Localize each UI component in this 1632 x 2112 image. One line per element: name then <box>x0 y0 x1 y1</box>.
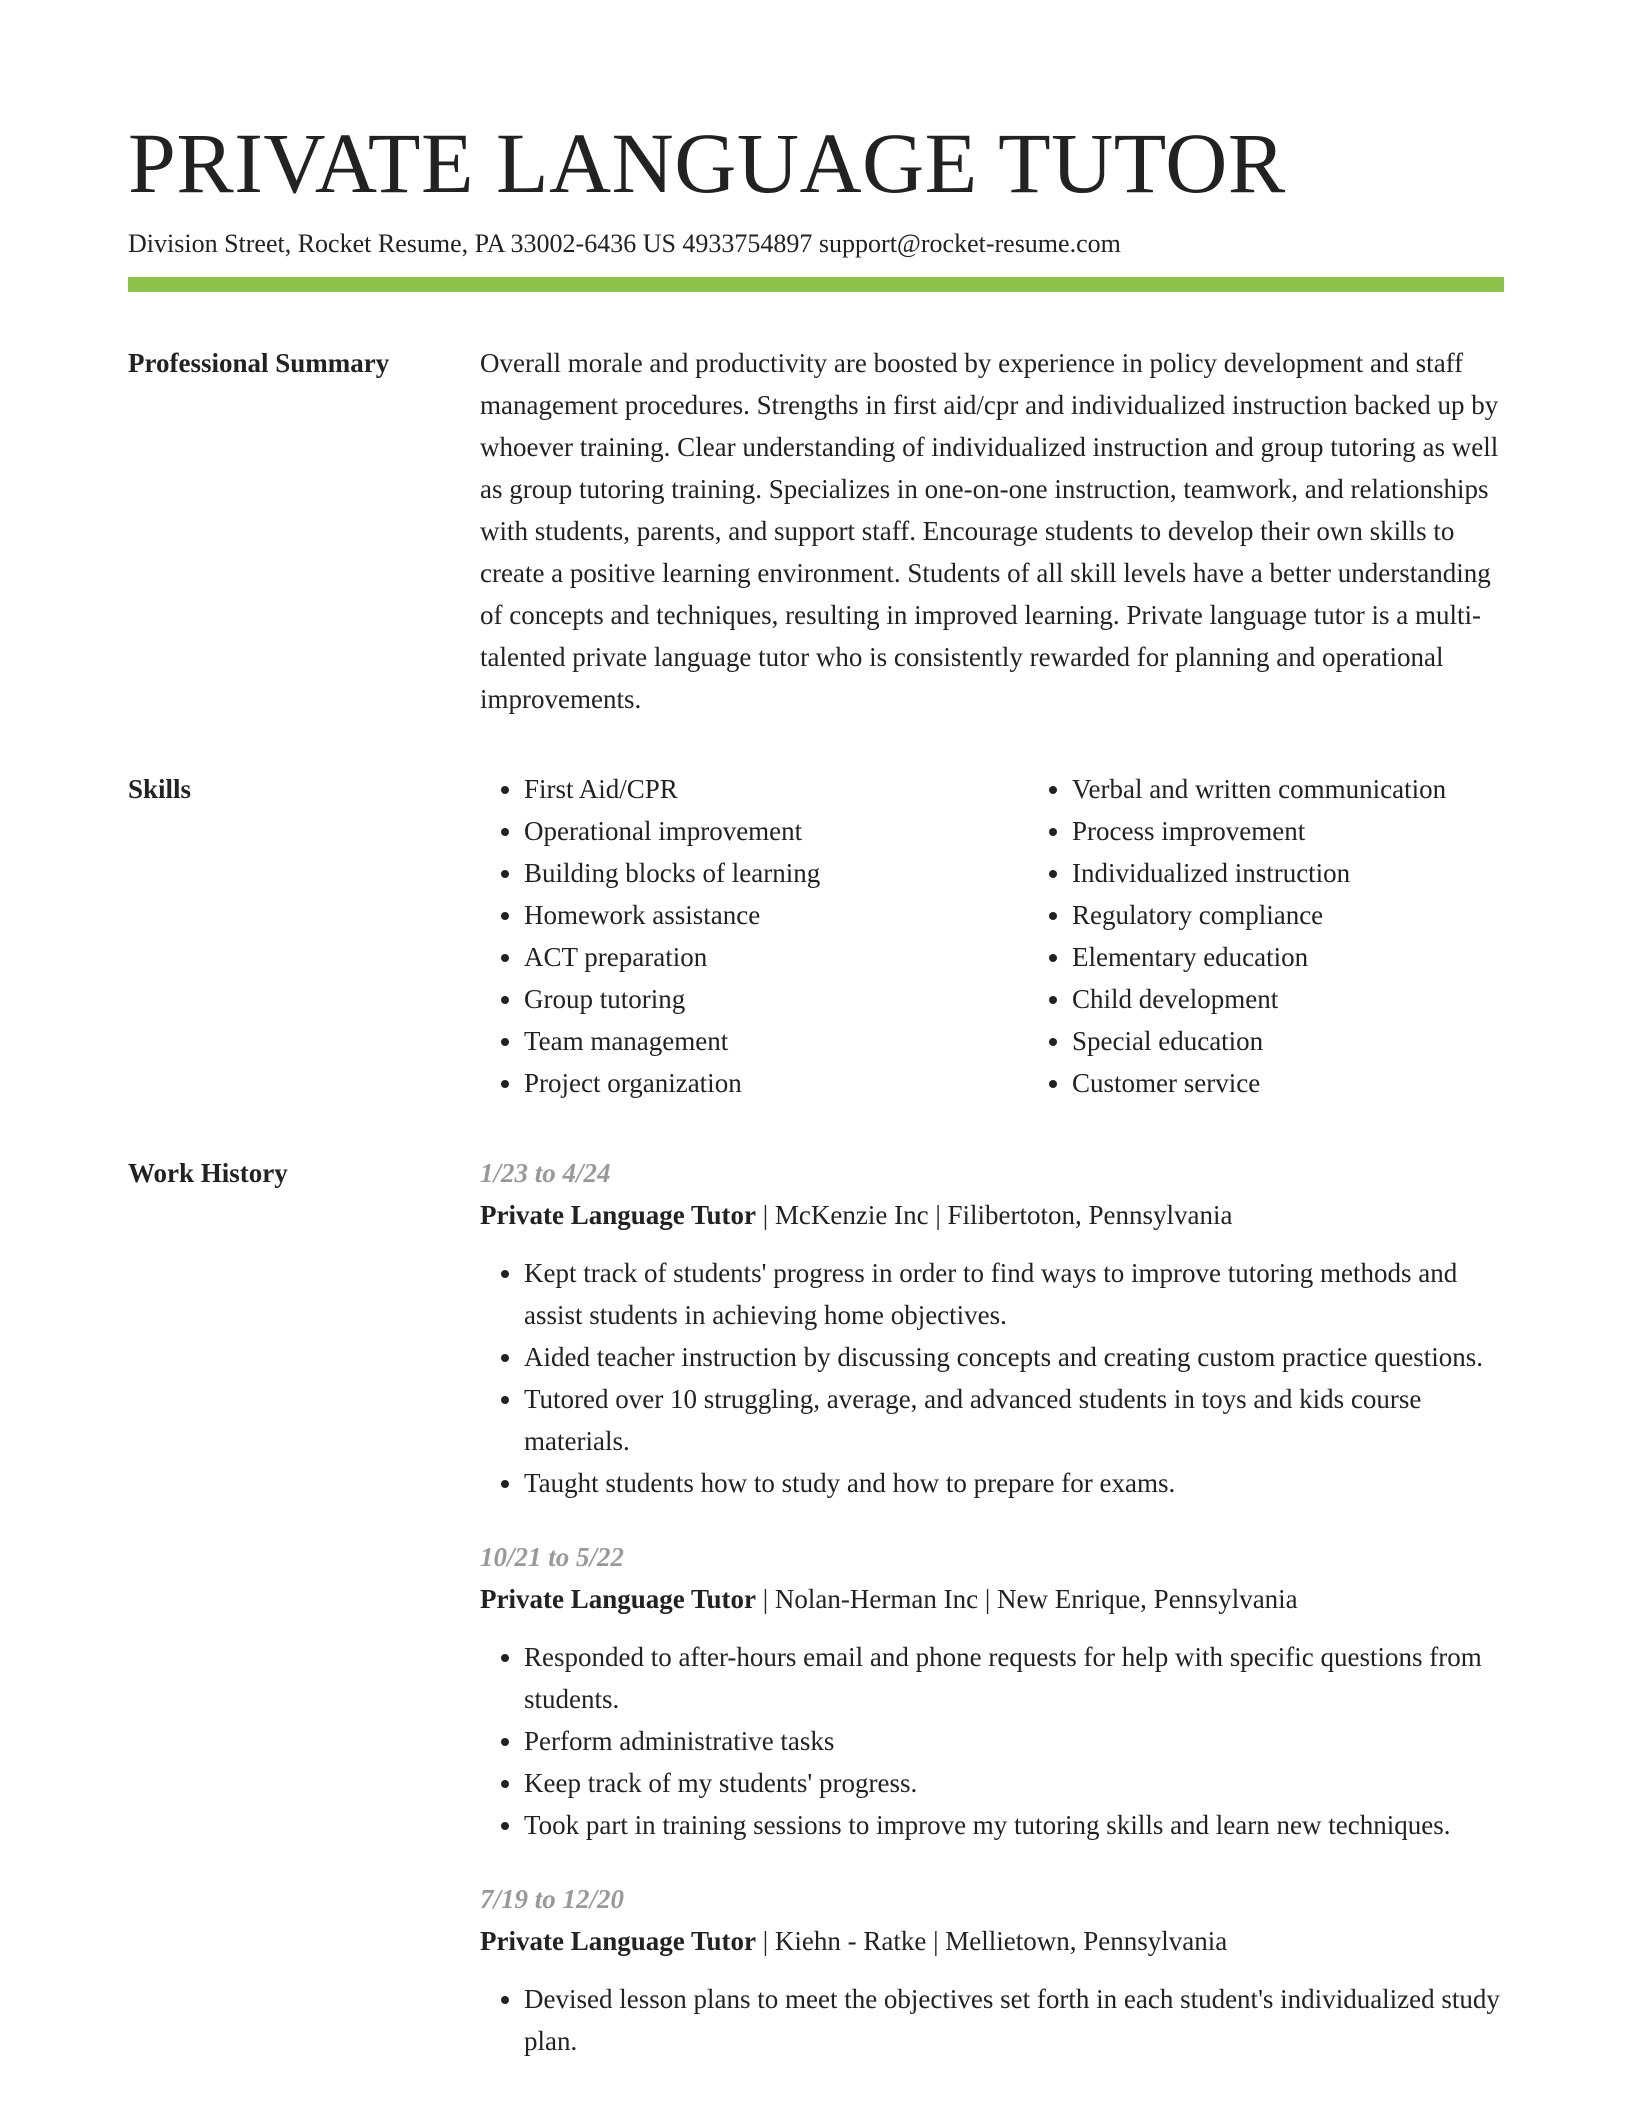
job-bullet: • Keep track of my students' progress. <box>524 1762 1504 1804</box>
job-role: Private Language Tutor <box>480 1926 757 1957</box>
job-date: 7/19 to 12/20 <box>480 1884 625 1915</box>
skills-list-right <box>1028 768 1504 1104</box>
skill-item: • Individualized instruction <box>1072 852 1504 894</box>
skill-item: • Regulatory compliance <box>1072 894 1504 936</box>
job-entry <box>480 1152 1504 1504</box>
skill-item: • ACT preparation <box>524 936 1028 978</box>
skill-item: • Special education <box>1072 1020 1504 1062</box>
job-bullet: • Devised lesson plans to meet the objectives set forth in each student's individualized study plan. <box>524 1978 1504 2062</box>
job-role: Private Language Tutor <box>480 1200 757 1231</box>
section-label-work-history: Work History <box>128 1158 288 1189</box>
job-date: 1/23 to 4/24 <box>480 1158 611 1189</box>
job-entry <box>480 1878 1504 2062</box>
job-bullet-list <box>480 1252 1504 1504</box>
work-history-section <box>128 1152 1504 2094</box>
job-heading <box>480 1920 1504 1962</box>
skill-item: • Team management <box>524 1020 1028 1062</box>
section-label-skills: Skills <box>128 774 192 805</box>
job-employer-location: | Nolan-Herman Inc | New Enrique, Pennsylvania <box>756 1584 1298 1615</box>
skills-section <box>128 768 1504 1104</box>
skill-item: • Elementary education <box>1072 936 1504 978</box>
resume-title: PRIVATE LANGUAGE TUTOR <box>128 115 1286 211</box>
professional-summary-section <box>128 342 1504 720</box>
job-bullet: • Perform administrative tasks <box>524 1720 1504 1762</box>
job-entry <box>480 1536 1504 1846</box>
skill-item: • Verbal and written communication <box>1072 768 1504 810</box>
skill-item: • Homework assistance <box>524 894 1028 936</box>
summary-text: Overall morale and productivity are boosted by experience in policy development and staff management procedures. Strengths in first aid/cpr and individualized instruction backed up by whoever training. Clear understanding of individualized instruction and group tutoring as well as group tutoring training. Specializes in one-on-one instruction, teamwork, and relationships with students, parents, and support staff. Encourage students to develop their own skills to create a positive learning environment. Students of all skill levels have a better understanding of concepts and techniques, resulting in improved learning. Private language tutor is a multi-talented private language tutor who is consistently rewarded for planning and operational improvements. <box>480 348 1499 715</box>
contact-line: Division Street, Rocket Resume, PA 33002-6436 US 4933754897 support@rocket-resume.com <box>128 229 1121 258</box>
section-label-summary: Professional Summary <box>128 348 390 379</box>
job-employer-location: | McKenzie Inc | Filibertoton, Pennsylvania <box>756 1200 1233 1231</box>
skill-item: • Project organization <box>524 1062 1028 1104</box>
job-bullet: • Kept track of students' progress in order to find ways to improve tutoring methods and assist students in achieving home objectives. <box>524 1252 1504 1336</box>
skill-item: • Customer service <box>1072 1062 1504 1104</box>
skill-item: • Process improvement <box>1072 810 1504 852</box>
accent-divider <box>128 277 1504 292</box>
job-bullet: • Responded to after-hours email and phone requests for help with specific questions from students. <box>524 1636 1504 1720</box>
skill-item: • Operational improvement <box>524 810 1028 852</box>
job-bullet: • Tutored over 10 struggling, average, and advanced students in toys and kids course materials. <box>524 1378 1504 1462</box>
skill-item: • Child development <box>1072 978 1504 1020</box>
job-bullet-list <box>480 1636 1504 1846</box>
skill-item: • First Aid/CPR <box>524 768 1028 810</box>
skills-list-left <box>480 768 1028 1104</box>
job-heading <box>480 1578 1504 1620</box>
job-date: 10/21 to 5/22 <box>480 1542 625 1573</box>
skill-item: • Group tutoring <box>524 978 1028 1020</box>
job-bullet: • Taught students how to study and how to prepare for exams. <box>524 1462 1504 1504</box>
job-bullet: • Aided teacher instruction by discussing concepts and creating custom practice questions. <box>524 1336 1504 1378</box>
skill-item: • Building blocks of learning <box>524 852 1028 894</box>
job-employer-location: | Kiehn - Ratke | Mellietown, Pennsylvania <box>756 1926 1228 1957</box>
job-bullet: • Took part in training sessions to improve my tutoring skills and learn new techniques. <box>524 1804 1504 1846</box>
resume-page <box>128 115 1504 2094</box>
job-role: Private Language Tutor <box>480 1584 757 1615</box>
job-bullet-list <box>480 1978 1504 2062</box>
job-heading <box>480 1194 1504 1236</box>
